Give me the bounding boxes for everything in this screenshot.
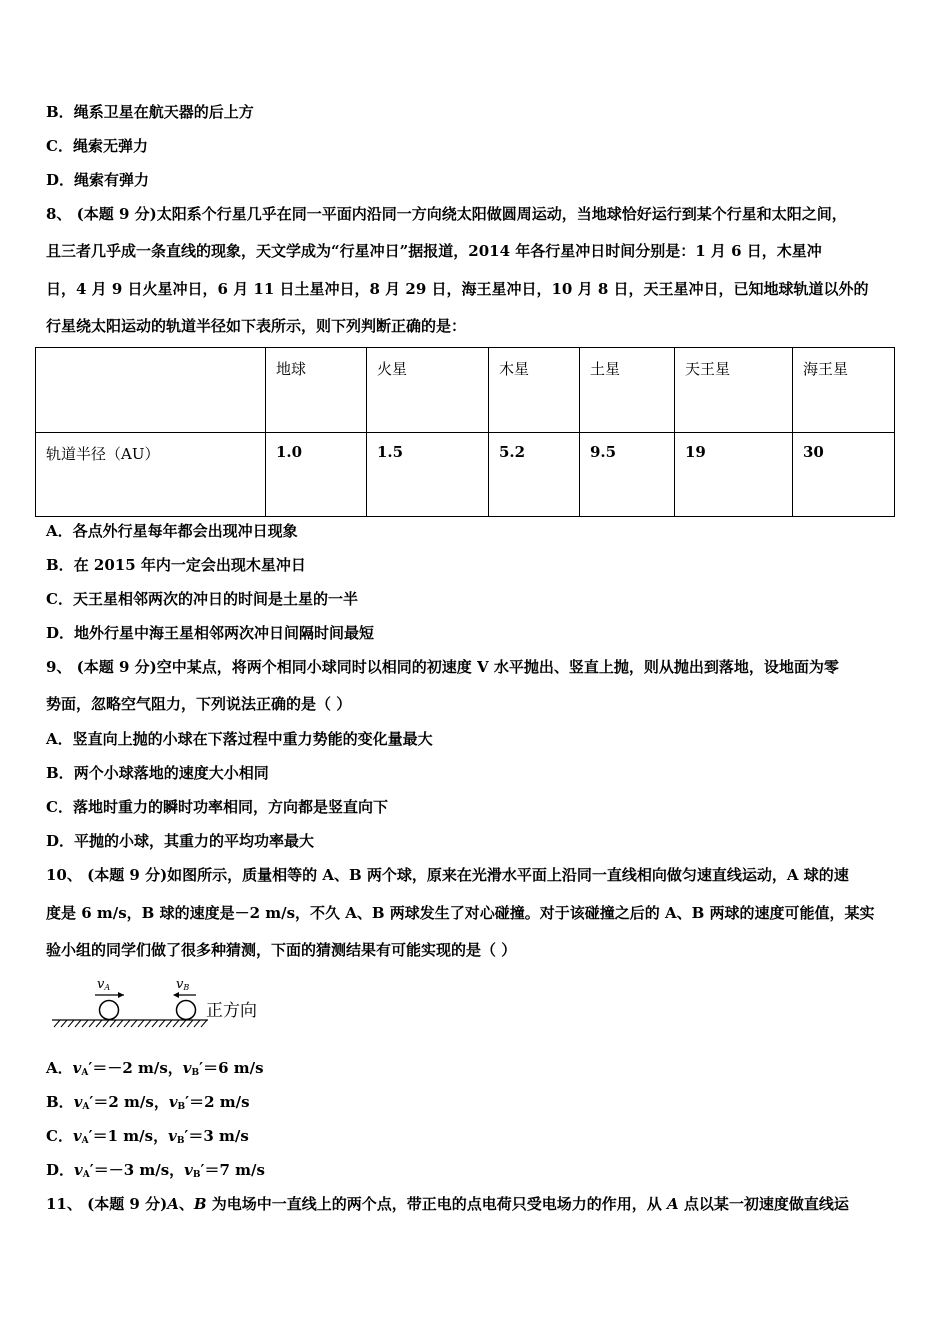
table-cell-uranus: 19 — [675, 433, 793, 517]
q8-option-d: D．地外行星中海王星相邻两次冲日间隔时间最短 — [46, 624, 375, 642]
table-header-jupiter: 木星 — [489, 348, 580, 433]
table-header-mars: 火星 — [367, 348, 489, 433]
q10-option-d: D．$v_A'=-3$ m/s，$v_B'=7$ m/s — [46, 1161, 265, 1180]
q9-option-b: B．两个小球落地的速度大小相同 — [46, 764, 269, 782]
table-corner-cell — [36, 348, 266, 433]
table-cell-saturn: 9.5 — [580, 433, 675, 517]
q10-stem-line-2: 度是 6 m/s，B 球的速度是－2 m/s，不久 A、B 两球发生了对心碰撞。对于该碰撞之后的 A、B 两球的速度可能值，某实 — [46, 904, 875, 922]
q10-stem-line-1: 10、 (本题 9 分)如图所示，质量相等的 A、B 两个球，原来在光滑水平面上沿同一直线相向做匀速直线运动，A 球的速 — [46, 866, 849, 884]
q10-option-a: A．$v_A'=-2$ m/s，$v_B'=6$ m/s — [46, 1059, 264, 1078]
table-header-saturn: 土星 — [580, 348, 675, 433]
positive-direction-label: 正方向 — [206, 1001, 257, 1021]
table-header-uranus: 天王星 — [675, 348, 793, 433]
table-cell-neptune: 30 — [793, 433, 895, 517]
q8-option-a: A．各点外行星每年都会出现冲日现象 — [46, 522, 298, 540]
arrow-left-icon — [173, 992, 196, 998]
arrow-right-icon — [95, 992, 124, 998]
q9-option-c: C．落地时重力的瞬时功率相同，方向都是竖直向下 — [46, 798, 388, 816]
table-cell-jupiter: 5.2 — [489, 433, 580, 517]
ball-a — [100, 1001, 119, 1020]
table-cell-earth: 1.0 — [266, 433, 367, 517]
va-label: vA — [97, 977, 111, 992]
q7-option-d: D．绳索有弹力 — [46, 171, 150, 189]
q9-option-a: A．竖直向上抛的小球在下落过程中重力势能的变化量最大 — [46, 730, 433, 748]
table-header-neptune: 海王星 — [793, 348, 895, 433]
ground-surface — [52, 1020, 208, 1027]
q8-stem-line-4: 行星绕太阳运动的轨道半径如下表所示，则下列判断正确的是： — [46, 317, 467, 335]
vb-label: vB — [176, 977, 190, 992]
q10-option-b: B．$v_A'=2$ m/s，$v_B'=2$ m/s — [46, 1093, 250, 1112]
q8-option-b: B．在 2015 年内一定会出现木星冲日 — [46, 556, 306, 574]
table-cell-mars: 1.5 — [367, 433, 489, 517]
table-row-label: 轨道半径（AU） — [36, 433, 266, 517]
q7-option-b: B．绳系卫星在航天器的后上方 — [46, 103, 254, 121]
q8-stem-line-2: 且三者几乎成一条直线的现象，天文学成为“行星冲日”据报道，2014 年各行星冲日时间分别是：1 月 6 日，木星冲 — [46, 242, 822, 260]
table-header-row — [36, 348, 895, 433]
q10-stem-line-3: 验小组的同学们做了很多种猜测，下面的猜测结果有可能实现的是（ ） — [46, 941, 517, 959]
orbit-radius-table — [35, 347, 895, 517]
q7-option-c: C．绳索无弹力 — [46, 137, 148, 155]
q10-option-c: C．$v_A'=1$ m/s，$v_B'=3$ m/s — [46, 1127, 249, 1146]
collision-figure — [50, 975, 210, 1035]
q9-stem-line-2: 势面，忽略空气阻力，下列说法正确的是（ ） — [46, 695, 352, 713]
q11-stem-line-1: 11、 (本题 9 分)A、B 为电场中一直线上的两个点，带正电的点电荷只受电场力的作用，从 A 点以某一初速度做直线运 — [46, 1195, 849, 1213]
q8-option-c: C．天王星相邻两次的冲日的时间是土星的一半 — [46, 590, 358, 608]
table-row — [36, 433, 895, 517]
ball-b — [177, 1001, 196, 1020]
table-header-earth: 地球 — [266, 348, 367, 433]
q8-stem-line-1: 8、 (本题 9 分)太阳系个行星几乎在同一平面内沿同一方向绕太阳做圆周运动，当地球恰好运行到某个行星和太阳之间， — [46, 205, 847, 223]
q8-stem-line-3: 日，4 月 9 日火星冲日，6 月 11 日土星冲日，8 月 29 日，海王星冲日，10 月 8 日，天王星冲日，已知地球轨道以外的 — [46, 280, 869, 298]
q9-option-d: D．平抛的小球，其重力的平均功率最大 — [46, 832, 315, 850]
q9-stem-line-1: 9、 (本题 9 分)空中某点，将两个相同小球同时以相同的初速度 V 水平抛出、竖直上抛，则从抛出到落地，设地面为零 — [46, 658, 839, 676]
